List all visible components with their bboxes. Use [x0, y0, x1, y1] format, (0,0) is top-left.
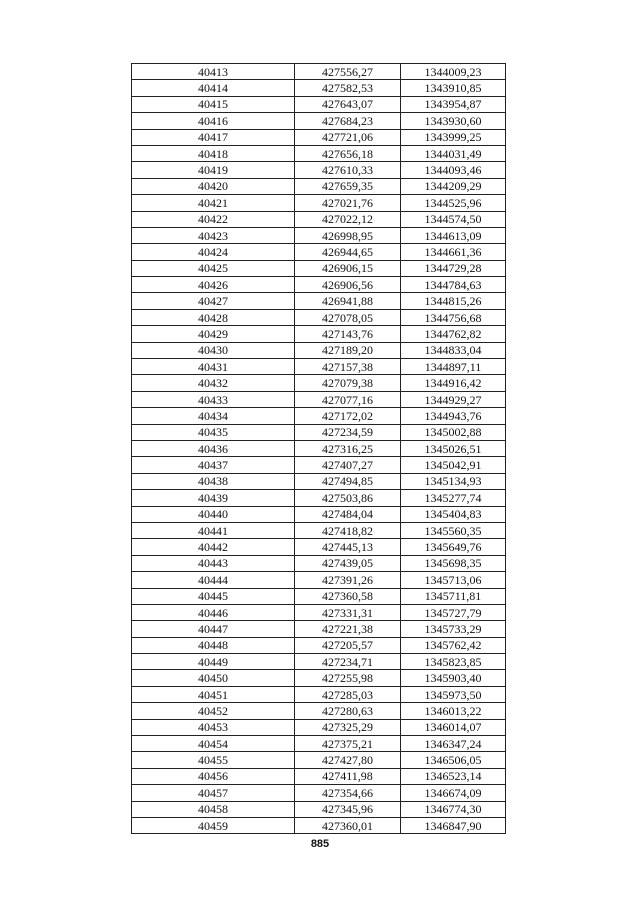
y-coordinate-cell: 1344525,96 [401, 195, 506, 211]
y-coordinate-cell: 1345404,83 [401, 506, 506, 522]
point-id-cell: 40458 [132, 801, 295, 817]
x-coordinate-cell: 427643,07 [295, 96, 401, 112]
y-coordinate-cell: 1345026,51 [401, 440, 506, 456]
point-id-cell: 40435 [132, 424, 295, 440]
table-row [132, 785, 506, 801]
coordinates-table [131, 63, 506, 834]
table-row [132, 768, 506, 784]
point-id-cell: 40413 [132, 64, 295, 80]
x-coordinate-cell: 427684,23 [295, 113, 401, 129]
table-row [132, 621, 506, 637]
table-row [132, 522, 506, 538]
point-id-cell: 40433 [132, 391, 295, 407]
point-id-cell: 40440 [132, 506, 295, 522]
point-id-cell: 40423 [132, 227, 295, 243]
x-coordinate-cell: 427494,85 [295, 473, 401, 489]
point-id-cell: 40454 [132, 736, 295, 752]
x-coordinate-cell: 427407,27 [295, 457, 401, 473]
table-row [132, 654, 506, 670]
y-coordinate-cell: 1346013,22 [401, 703, 506, 719]
point-id-cell: 40446 [132, 604, 295, 620]
y-coordinate-cell: 1344897,11 [401, 359, 506, 375]
x-coordinate-cell: 426998,95 [295, 227, 401, 243]
table-row [132, 736, 506, 752]
point-id-cell: 40457 [132, 785, 295, 801]
x-coordinate-cell: 427360,01 [295, 817, 401, 833]
y-coordinate-cell: 1346506,05 [401, 752, 506, 768]
table-row [132, 703, 506, 719]
table-row [132, 293, 506, 309]
x-coordinate-cell: 427427,80 [295, 752, 401, 768]
table-row [132, 752, 506, 768]
x-coordinate-cell: 427221,38 [295, 621, 401, 637]
x-coordinate-cell: 427445,13 [295, 539, 401, 555]
y-coordinate-cell: 1345002,88 [401, 424, 506, 440]
x-coordinate-cell: 427418,82 [295, 522, 401, 538]
point-id-cell: 40438 [132, 473, 295, 489]
y-coordinate-cell: 1345713,06 [401, 572, 506, 588]
x-coordinate-cell: 427255,98 [295, 670, 401, 686]
point-id-cell: 40421 [132, 195, 295, 211]
table-row [132, 113, 506, 129]
y-coordinate-cell: 1345903,40 [401, 670, 506, 686]
y-coordinate-cell: 1344929,27 [401, 391, 506, 407]
point-id-cell: 40451 [132, 686, 295, 702]
point-id-cell: 40424 [132, 244, 295, 260]
x-coordinate-cell: 427234,71 [295, 654, 401, 670]
y-coordinate-cell: 1346014,07 [401, 719, 506, 735]
y-coordinate-cell: 1346523,14 [401, 768, 506, 784]
point-id-cell: 40455 [132, 752, 295, 768]
table-row [132, 162, 506, 178]
table-row [132, 391, 506, 407]
x-coordinate-cell: 427325,29 [295, 719, 401, 735]
point-id-cell: 40456 [132, 768, 295, 784]
point-id-cell: 40415 [132, 96, 295, 112]
point-id-cell: 40431 [132, 359, 295, 375]
y-coordinate-cell: 1345042,91 [401, 457, 506, 473]
table-row [132, 539, 506, 555]
x-coordinate-cell: 427172,02 [295, 408, 401, 424]
y-coordinate-cell: 1346674,09 [401, 785, 506, 801]
y-coordinate-cell: 1344209,29 [401, 178, 506, 194]
coordinates-table-body [132, 64, 506, 834]
table-row [132, 490, 506, 506]
table-row [132, 473, 506, 489]
y-coordinate-cell: 1343954,87 [401, 96, 506, 112]
y-coordinate-cell: 1344756,68 [401, 309, 506, 325]
point-id-cell: 40417 [132, 129, 295, 145]
point-id-cell: 40428 [132, 309, 295, 325]
x-coordinate-cell: 427022,12 [295, 211, 401, 227]
point-id-cell: 40426 [132, 277, 295, 293]
x-coordinate-cell: 427411,98 [295, 768, 401, 784]
x-coordinate-cell: 427503,86 [295, 490, 401, 506]
y-coordinate-cell: 1344574,50 [401, 211, 506, 227]
x-coordinate-cell: 427143,76 [295, 326, 401, 342]
y-coordinate-cell: 1345762,42 [401, 637, 506, 653]
x-coordinate-cell: 427234,59 [295, 424, 401, 440]
y-coordinate-cell: 1345277,74 [401, 490, 506, 506]
point-id-cell: 40447 [132, 621, 295, 637]
point-id-cell: 40449 [132, 654, 295, 670]
y-coordinate-cell: 1344729,28 [401, 260, 506, 276]
point-id-cell: 40445 [132, 588, 295, 604]
table-row [132, 211, 506, 227]
x-coordinate-cell: 427610,33 [295, 162, 401, 178]
y-coordinate-cell: 1345711,81 [401, 588, 506, 604]
x-coordinate-cell: 427354,66 [295, 785, 401, 801]
x-coordinate-cell: 427189,20 [295, 342, 401, 358]
table-row [132, 227, 506, 243]
point-id-cell: 40443 [132, 555, 295, 571]
y-coordinate-cell: 1344762,82 [401, 326, 506, 342]
x-coordinate-cell: 427079,38 [295, 375, 401, 391]
table-row [132, 277, 506, 293]
y-coordinate-cell: 1344784,63 [401, 277, 506, 293]
table-row [132, 719, 506, 735]
y-coordinate-cell: 1343930,60 [401, 113, 506, 129]
point-id-cell: 40429 [132, 326, 295, 342]
x-coordinate-cell: 427285,03 [295, 686, 401, 702]
point-id-cell: 40448 [132, 637, 295, 653]
point-id-cell: 40442 [132, 539, 295, 555]
y-coordinate-cell: 1345560,35 [401, 522, 506, 538]
table-row [132, 572, 506, 588]
point-id-cell: 40422 [132, 211, 295, 227]
x-coordinate-cell: 426906,56 [295, 277, 401, 293]
x-coordinate-cell: 427360,58 [295, 588, 401, 604]
table-row [132, 506, 506, 522]
x-coordinate-cell: 427331,31 [295, 604, 401, 620]
y-coordinate-cell: 1346347,24 [401, 736, 506, 752]
table-row [132, 178, 506, 194]
table-row [132, 555, 506, 571]
page-number: 885 [310, 838, 330, 850]
x-coordinate-cell: 427077,16 [295, 391, 401, 407]
y-coordinate-cell: 1345134,93 [401, 473, 506, 489]
y-coordinate-cell: 1346774,30 [401, 801, 506, 817]
x-coordinate-cell: 427078,05 [295, 309, 401, 325]
x-coordinate-cell: 427391,26 [295, 572, 401, 588]
x-coordinate-cell: 427021,76 [295, 195, 401, 211]
y-coordinate-cell: 1345733,29 [401, 621, 506, 637]
point-id-cell: 40419 [132, 162, 295, 178]
point-id-cell: 40416 [132, 113, 295, 129]
y-coordinate-cell: 1344833,04 [401, 342, 506, 358]
point-id-cell: 40414 [132, 80, 295, 96]
table-row [132, 96, 506, 112]
table-row [132, 457, 506, 473]
x-coordinate-cell: 427280,63 [295, 703, 401, 719]
x-coordinate-cell: 427345,96 [295, 801, 401, 817]
point-id-cell: 40437 [132, 457, 295, 473]
table-row [132, 342, 506, 358]
point-id-cell: 40432 [132, 375, 295, 391]
table-row [132, 817, 506, 833]
point-id-cell: 40420 [132, 178, 295, 194]
x-coordinate-cell: 427205,57 [295, 637, 401, 653]
table-row [132, 670, 506, 686]
table-row [132, 424, 506, 440]
table-row [132, 80, 506, 96]
point-id-cell: 40453 [132, 719, 295, 735]
y-coordinate-cell: 1344031,49 [401, 145, 506, 161]
table-row [132, 408, 506, 424]
table-row [132, 359, 506, 375]
table-row [132, 129, 506, 145]
x-coordinate-cell: 427316,25 [295, 440, 401, 456]
y-coordinate-cell: 1344093,46 [401, 162, 506, 178]
table-row [132, 145, 506, 161]
table-row [132, 686, 506, 702]
y-coordinate-cell: 1345649,76 [401, 539, 506, 555]
point-id-cell: 40418 [132, 145, 295, 161]
x-coordinate-cell: 426944,65 [295, 244, 401, 260]
point-id-cell: 40434 [132, 408, 295, 424]
y-coordinate-cell: 1344943,76 [401, 408, 506, 424]
y-coordinate-cell: 1345727,79 [401, 604, 506, 620]
y-coordinate-cell: 1345973,50 [401, 686, 506, 702]
point-id-cell: 40439 [132, 490, 295, 506]
x-coordinate-cell: 427656,18 [295, 145, 401, 161]
x-coordinate-cell: 427721,06 [295, 129, 401, 145]
y-coordinate-cell: 1344613,09 [401, 227, 506, 243]
x-coordinate-cell: 427157,38 [295, 359, 401, 375]
x-coordinate-cell: 427484,04 [295, 506, 401, 522]
point-id-cell: 40450 [132, 670, 295, 686]
point-id-cell: 40444 [132, 572, 295, 588]
table-row [132, 637, 506, 653]
point-id-cell: 40436 [132, 440, 295, 456]
point-id-cell: 40452 [132, 703, 295, 719]
table-row [132, 801, 506, 817]
point-id-cell: 40427 [132, 293, 295, 309]
y-coordinate-cell: 1344009,23 [401, 64, 506, 80]
x-coordinate-cell: 427659,35 [295, 178, 401, 194]
y-coordinate-cell: 1343910,85 [401, 80, 506, 96]
table-row [132, 244, 506, 260]
table-row [132, 195, 506, 211]
table-row [132, 326, 506, 342]
x-coordinate-cell: 427582,53 [295, 80, 401, 96]
y-coordinate-cell: 1344916,42 [401, 375, 506, 391]
x-coordinate-cell: 426906,15 [295, 260, 401, 276]
y-coordinate-cell: 1344661,36 [401, 244, 506, 260]
y-coordinate-cell: 1346847,90 [401, 817, 506, 833]
table-row [132, 588, 506, 604]
y-coordinate-cell: 1344815,26 [401, 293, 506, 309]
point-id-cell: 40441 [132, 522, 295, 538]
y-coordinate-cell: 1345698,35 [401, 555, 506, 571]
x-coordinate-cell: 426941,88 [295, 293, 401, 309]
x-coordinate-cell: 427375,21 [295, 736, 401, 752]
y-coordinate-cell: 1345823,85 [401, 654, 506, 670]
table-row [132, 375, 506, 391]
table-row [132, 260, 506, 276]
point-id-cell: 40425 [132, 260, 295, 276]
point-id-cell: 40430 [132, 342, 295, 358]
x-coordinate-cell: 427556,27 [295, 64, 401, 80]
x-coordinate-cell: 427439,05 [295, 555, 401, 571]
y-coordinate-cell: 1343999,25 [401, 129, 506, 145]
table-row [132, 440, 506, 456]
point-id-cell: 40459 [132, 817, 295, 833]
table-row [132, 309, 506, 325]
table-row [132, 604, 506, 620]
table-row [132, 64, 506, 80]
